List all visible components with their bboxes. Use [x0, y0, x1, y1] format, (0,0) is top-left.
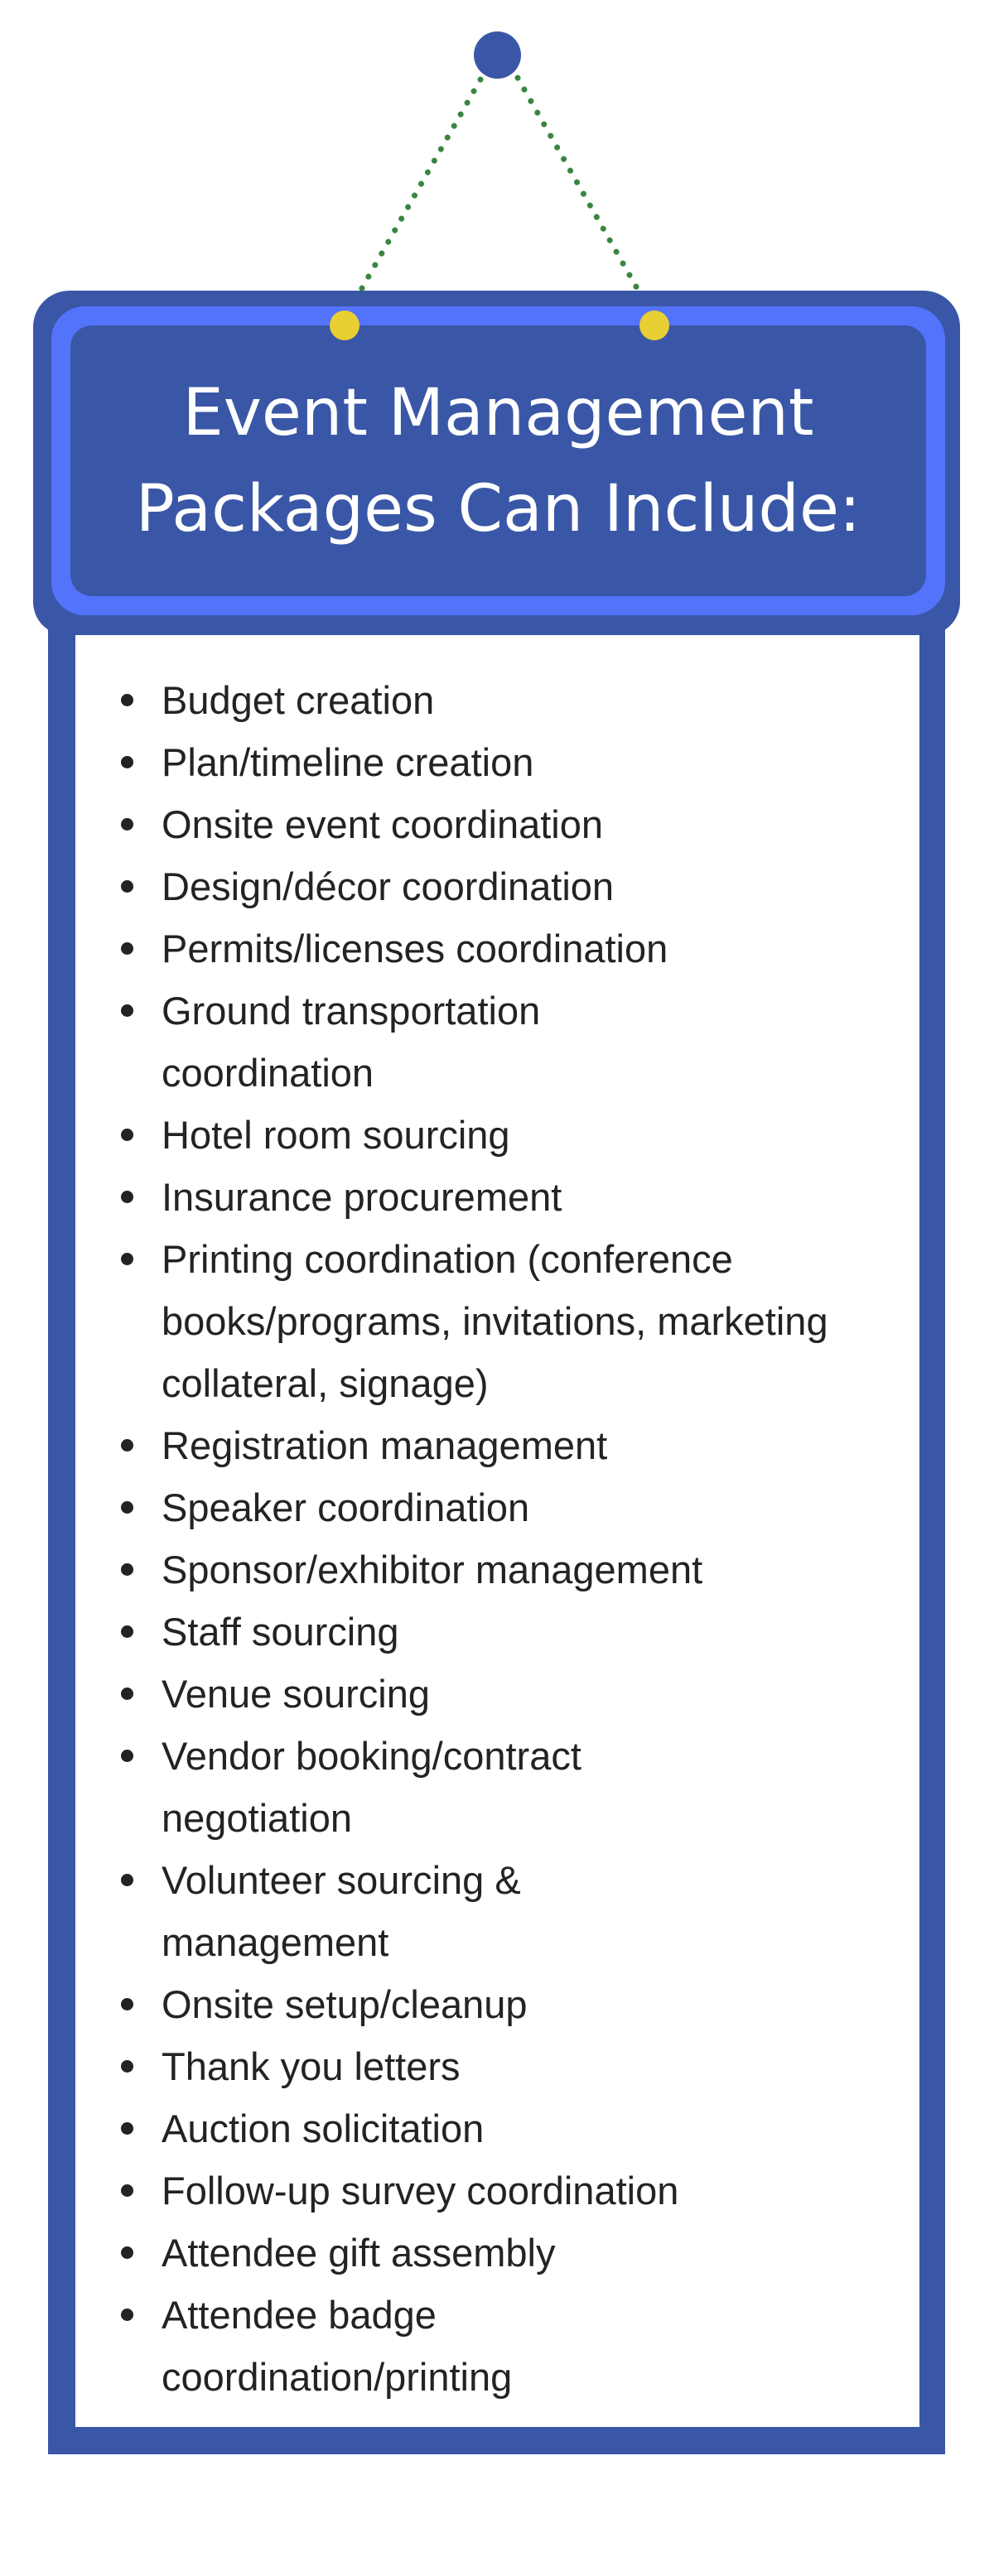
list-item: Printing coordination (conference books/programs, invitations, marketing collateral, signage) [75, 1228, 919, 1414]
list-item: Staff sourcing [75, 1601, 919, 1663]
bullet-icon [121, 880, 133, 893]
bullet-icon [121, 1998, 133, 2010]
list-item: Vendor booking/contract negotiation [75, 1725, 919, 1849]
sign-title-line1: Event Management [182, 375, 814, 450]
list-item: Plan/timeline creation [75, 731, 919, 793]
list-item: Thank you letters [75, 2035, 919, 2097]
bullet-icon [121, 1874, 133, 1886]
list-item: Registration management [75, 1414, 919, 1476]
sign-title-line2: Packages Can Include: [135, 471, 861, 546]
list-item: Follow-up survey coordination [75, 2160, 919, 2222]
list-item: Ground transportation coordination [75, 980, 919, 1104]
bullet-icon [121, 1439, 133, 1452]
list-item: Venue sourcing [75, 1663, 919, 1725]
bullet-icon [121, 2060, 133, 2073]
sign-title [136, 365, 861, 557]
list-item: Volunteer sourcing & management [75, 1849, 919, 1973]
list-item: Attendee badge coordination/printing [75, 2284, 919, 2408]
left-hook-icon [330, 311, 359, 340]
right-hook-icon [639, 311, 669, 340]
bullet-icon [121, 1191, 133, 1203]
bullet-icon [121, 2184, 133, 2197]
bullet-icon [121, 694, 133, 706]
bullet-icon [121, 942, 133, 955]
list-board [75, 635, 919, 2427]
bullet-icon [121, 1688, 133, 1700]
sign-panel [70, 325, 926, 596]
bullet-icon [121, 2246, 133, 2259]
bullet-icon [121, 1750, 133, 1762]
list-item: Permits/licenses coordination [75, 917, 919, 980]
package-items-list [75, 635, 919, 2408]
list-item: Sponsor/exhibitor management [75, 1538, 919, 1601]
list-item: Speaker coordination [75, 1476, 919, 1538]
list-item: Budget creation [75, 669, 919, 731]
nail-icon [474, 31, 521, 79]
list-item: Hotel room sourcing [75, 1104, 919, 1166]
list-item: Attendee gift assembly [75, 2222, 919, 2284]
list-item: Onsite event coordination [75, 793, 919, 855]
bullet-icon [121, 1501, 133, 1514]
list-item: Design/décor coordination [75, 855, 919, 917]
bullet-icon [121, 756, 133, 768]
bullet-icon [121, 1253, 133, 1265]
bullet-icon [121, 1563, 133, 1576]
list-item: Insurance procurement [75, 1166, 919, 1228]
bullet-icon [121, 818, 133, 831]
bullet-icon [121, 1625, 133, 1638]
bullet-icon [121, 2309, 133, 2321]
bullet-icon [121, 1129, 133, 1141]
list-item: Auction solicitation [75, 2097, 919, 2160]
bullet-icon [121, 2122, 133, 2135]
bullet-icon [121, 1004, 133, 1017]
list-item: Onsite setup/cleanup [75, 1973, 919, 2035]
